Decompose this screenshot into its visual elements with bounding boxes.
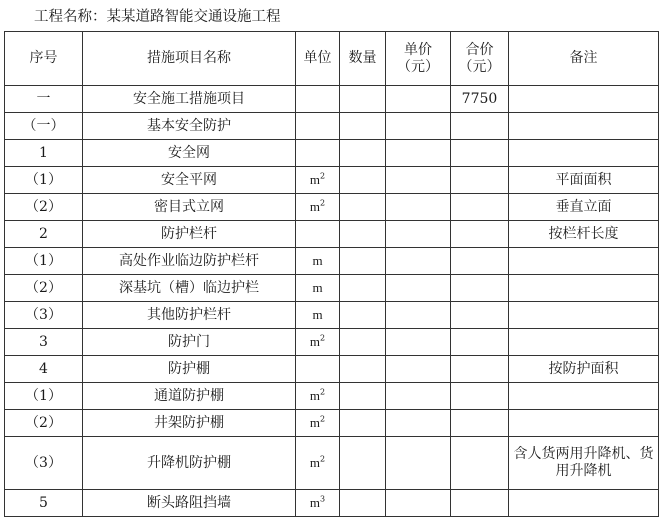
cell-qty — [340, 275, 386, 302]
table-row — [5, 113, 659, 140]
cell-name: 安全平网 — [83, 167, 296, 194]
cell-index: 1 — [5, 140, 83, 167]
cell-index: （1） — [5, 167, 83, 194]
cell-index: 5 — [5, 490, 83, 517]
cell-unit — [296, 86, 340, 113]
cell-index: 4 — [5, 356, 83, 383]
cell-name: 基本安全防护 — [83, 113, 296, 140]
cell-total: 7750 — [451, 86, 509, 113]
cell-index: （3） — [5, 302, 83, 329]
unit-base: m — [309, 199, 321, 214]
cell-qty — [340, 167, 386, 194]
table-row — [5, 410, 659, 437]
table-row — [5, 221, 659, 248]
unit-exponent: 2 — [320, 333, 326, 343]
cell-note — [509, 275, 659, 302]
cell-unit — [296, 275, 340, 302]
cell-note: 含人货两用升降机、货用升降机 — [509, 437, 659, 490]
unit-base: m — [312, 253, 323, 268]
table-row — [5, 437, 659, 490]
unit-base: m — [312, 280, 323, 295]
cell-unit — [296, 410, 340, 437]
cell-total — [451, 221, 509, 248]
cell-unit — [296, 302, 340, 329]
cell-name: 通道防护棚 — [83, 383, 296, 410]
unit-exponent: 2 — [320, 387, 326, 397]
unit-base: m — [309, 388, 321, 403]
table-row — [5, 356, 659, 383]
unit-exponent: 2 — [320, 171, 326, 181]
cell-name: 升降机防护棚 — [83, 437, 296, 490]
cell-unit — [296, 356, 340, 383]
cell-unit-price — [386, 86, 451, 113]
cell-total — [451, 113, 509, 140]
cell-unit-price — [386, 329, 451, 356]
cell-total — [451, 383, 509, 410]
cell-index: （1） — [5, 383, 83, 410]
cell-qty — [340, 490, 386, 517]
cell-qty — [340, 356, 386, 383]
cell-name: 密目式立网 — [83, 194, 296, 221]
unit-base: m — [309, 172, 321, 187]
cell-total — [451, 167, 509, 194]
cell-unit-price — [386, 356, 451, 383]
cell-index: 3 — [5, 329, 83, 356]
cell-qty — [340, 410, 386, 437]
cell-name: 深基坑（槽）临边护栏 — [83, 275, 296, 302]
cell-total — [451, 410, 509, 437]
header-unit-price-line2: （元） — [397, 58, 439, 75]
table-row — [5, 302, 659, 329]
cell-unit-price — [386, 275, 451, 302]
header-total-line1: 合价 — [465, 41, 494, 58]
cell-total — [451, 329, 509, 356]
cell-unit — [296, 437, 340, 490]
cell-qty — [340, 302, 386, 329]
header-qty: 数量 — [340, 32, 386, 86]
cell-name: 防护棚 — [83, 356, 296, 383]
cell-total — [451, 275, 509, 302]
cell-name: 断头路阻挡墙 — [83, 490, 296, 517]
unit-exponent: 3 — [320, 494, 326, 504]
cell-unit-price — [386, 302, 451, 329]
cell-qty — [340, 194, 386, 221]
header-note: 备注 — [509, 32, 659, 86]
table-row — [5, 490, 659, 517]
header-total — [451, 32, 509, 86]
unit-exponent: 2 — [320, 198, 326, 208]
table-row — [5, 194, 659, 221]
cell-name: 安全施工措施项目 — [83, 86, 296, 113]
cell-note — [509, 248, 659, 275]
table-row — [5, 275, 659, 302]
header-unit-price — [386, 32, 451, 86]
cell-index: 2 — [5, 221, 83, 248]
cell-unit — [296, 140, 340, 167]
cell-note: 垂直立面 — [509, 194, 659, 221]
cell-index: （3） — [5, 437, 83, 490]
header-name: 措施项目名称 — [83, 32, 296, 86]
cell-unit-price — [386, 221, 451, 248]
unit-exponent: 2 — [320, 414, 326, 424]
cell-unit — [296, 490, 340, 517]
cell-index: （1） — [5, 248, 83, 275]
cell-note — [509, 140, 659, 167]
cell-index: （2） — [5, 275, 83, 302]
cell-note: 平面面积 — [509, 167, 659, 194]
unit-base: m — [309, 334, 321, 349]
cell-unit — [296, 113, 340, 140]
cell-note — [509, 410, 659, 437]
cell-unit — [296, 194, 340, 221]
cell-qty — [340, 248, 386, 275]
cell-total — [451, 490, 509, 517]
cell-unit-price — [386, 140, 451, 167]
cell-unit-price — [386, 437, 451, 490]
unit-base: m — [309, 415, 321, 430]
project-title: 工程名称：某某道路智能交通设施工程 — [34, 9, 281, 25]
table-row — [5, 167, 659, 194]
cell-name: 高处作业临边防护栏杆 — [83, 248, 296, 275]
cell-total — [451, 302, 509, 329]
cell-total — [451, 356, 509, 383]
cell-qty — [340, 113, 386, 140]
header-unit: 单位 — [296, 32, 340, 86]
cell-index: 一 — [5, 86, 83, 113]
cell-note — [509, 490, 659, 517]
header-unit-price-line1: 单价 — [404, 41, 432, 58]
cell-note: 按栏杆长度 — [509, 221, 659, 248]
table-row — [5, 86, 659, 113]
cell-unit — [296, 329, 340, 356]
cell-unit-price — [386, 383, 451, 410]
unit-base: m — [309, 495, 321, 510]
table-row — [5, 383, 659, 410]
unit-exponent: 2 — [320, 454, 326, 464]
cell-unit-price — [386, 410, 451, 437]
cell-qty — [340, 329, 386, 356]
cell-index: （一） — [5, 113, 83, 140]
cell-unit-price — [386, 490, 451, 517]
unit-base: m — [309, 455, 321, 470]
cell-index: （2） — [5, 410, 83, 437]
cell-qty — [340, 437, 386, 490]
cell-total — [451, 140, 509, 167]
cell-index: （2） — [5, 194, 83, 221]
cell-note — [509, 113, 659, 140]
cell-unit-price — [386, 113, 451, 140]
cell-note — [509, 383, 659, 410]
cell-name: 防护门 — [83, 329, 296, 356]
cell-note — [509, 329, 659, 356]
measures-table — [4, 31, 659, 517]
cell-unit — [296, 221, 340, 248]
cell-qty — [340, 86, 386, 113]
cell-name: 安全网 — [83, 140, 296, 167]
cell-total — [451, 437, 509, 490]
header-row — [5, 32, 659, 86]
cell-unit — [296, 383, 340, 410]
table-row — [5, 329, 659, 356]
cell-qty — [340, 140, 386, 167]
cell-total — [451, 194, 509, 221]
unit-base: m — [312, 307, 323, 322]
cell-note — [509, 302, 659, 329]
cell-note: 按防护面积 — [509, 356, 659, 383]
cell-name: 其他防护栏杆 — [83, 302, 296, 329]
table-row — [5, 248, 659, 275]
cell-unit — [296, 248, 340, 275]
cell-unit-price — [386, 167, 451, 194]
cell-unit-price — [386, 194, 451, 221]
header-total-line2: （元） — [458, 58, 501, 75]
cell-name: 防护栏杆 — [83, 221, 296, 248]
table-row — [5, 140, 659, 167]
header-index: 序号 — [5, 32, 83, 86]
cell-qty — [340, 221, 386, 248]
cell-name: 井架防护棚 — [83, 410, 296, 437]
cell-total — [451, 248, 509, 275]
cell-note — [509, 86, 659, 113]
cell-unit — [296, 167, 340, 194]
cell-qty — [340, 383, 386, 410]
cell-unit-price — [386, 248, 451, 275]
